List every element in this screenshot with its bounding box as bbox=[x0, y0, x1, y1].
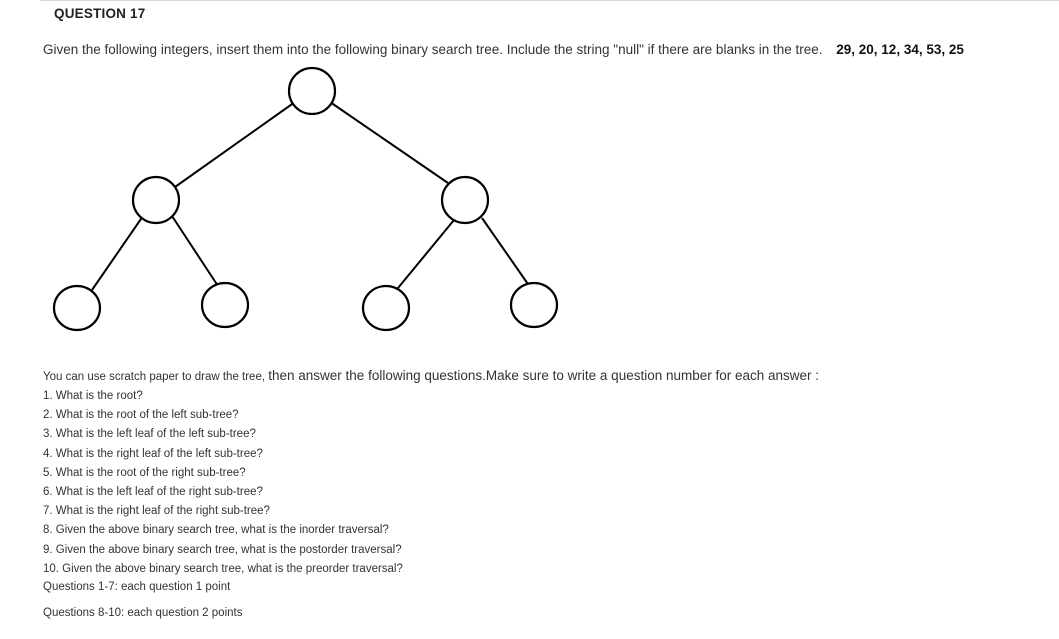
list-item: 7. What is the right leaf of the right sub-tree? bbox=[43, 505, 270, 518]
list-item: 4. What is the right leaf of the left sub-tree? bbox=[43, 447, 263, 460]
tree-node-right-right bbox=[511, 283, 557, 327]
integer-list: 29, 20, 12, 34, 53, 25 bbox=[836, 42, 964, 57]
prompt-text: Given the following integers, insert them into the following binary search tree. Include the string "null" if there are blanks in the tree. bbox=[43, 42, 823, 57]
edge-right-rightleaf bbox=[482, 218, 530, 287]
edge-right-leftleaf bbox=[398, 220, 454, 288]
edge-left-rightleaf bbox=[172, 216, 218, 286]
list-item: 1. What is the root? bbox=[43, 390, 143, 402]
instructions-part2: then answer the following questions.Make sure to write a question number for each answer : bbox=[268, 368, 820, 383]
tree-node-left-right bbox=[202, 283, 248, 327]
tree-node-left-left bbox=[54, 286, 100, 330]
instructions-part1: You can use scratch paper to draw the tree, bbox=[43, 371, 269, 383]
question-list bbox=[43, 389, 403, 581]
question-title: QUESTION 17 bbox=[54, 6, 146, 21]
list-item: 5. What is the root of the right sub-tree? bbox=[43, 466, 246, 479]
tree-node-root bbox=[289, 68, 335, 114]
edge-root-left bbox=[175, 102, 295, 187]
points-note-8-10: Questions 8-10: each question 2 points bbox=[43, 607, 243, 619]
list-item: 8. Given the above binary search tree, what is the inorder traversal? bbox=[43, 524, 389, 537]
list-item: 9. Given the above binary search tree, what is the postorder traversal? bbox=[43, 543, 402, 556]
tree-node-right bbox=[442, 177, 488, 223]
edge-root-right bbox=[330, 102, 448, 183]
tree-node-right-left bbox=[363, 286, 409, 330]
list-item: 3. What is the left leaf of the left sub-tree? bbox=[43, 428, 256, 441]
tree-node-left bbox=[133, 177, 179, 223]
list-item: 2. What is the root of the left sub-tree? bbox=[43, 409, 239, 422]
edge-left-leftleaf bbox=[92, 216, 143, 290]
instructions bbox=[43, 368, 819, 383]
points-note-1-7: Questions 1-7: each question 1 point bbox=[43, 581, 231, 593]
list-item: 10. Given the above binary search tree, what is the preorder traversal? bbox=[43, 562, 403, 575]
list-item: 6. What is the left leaf of the right sub-tree? bbox=[43, 485, 263, 498]
